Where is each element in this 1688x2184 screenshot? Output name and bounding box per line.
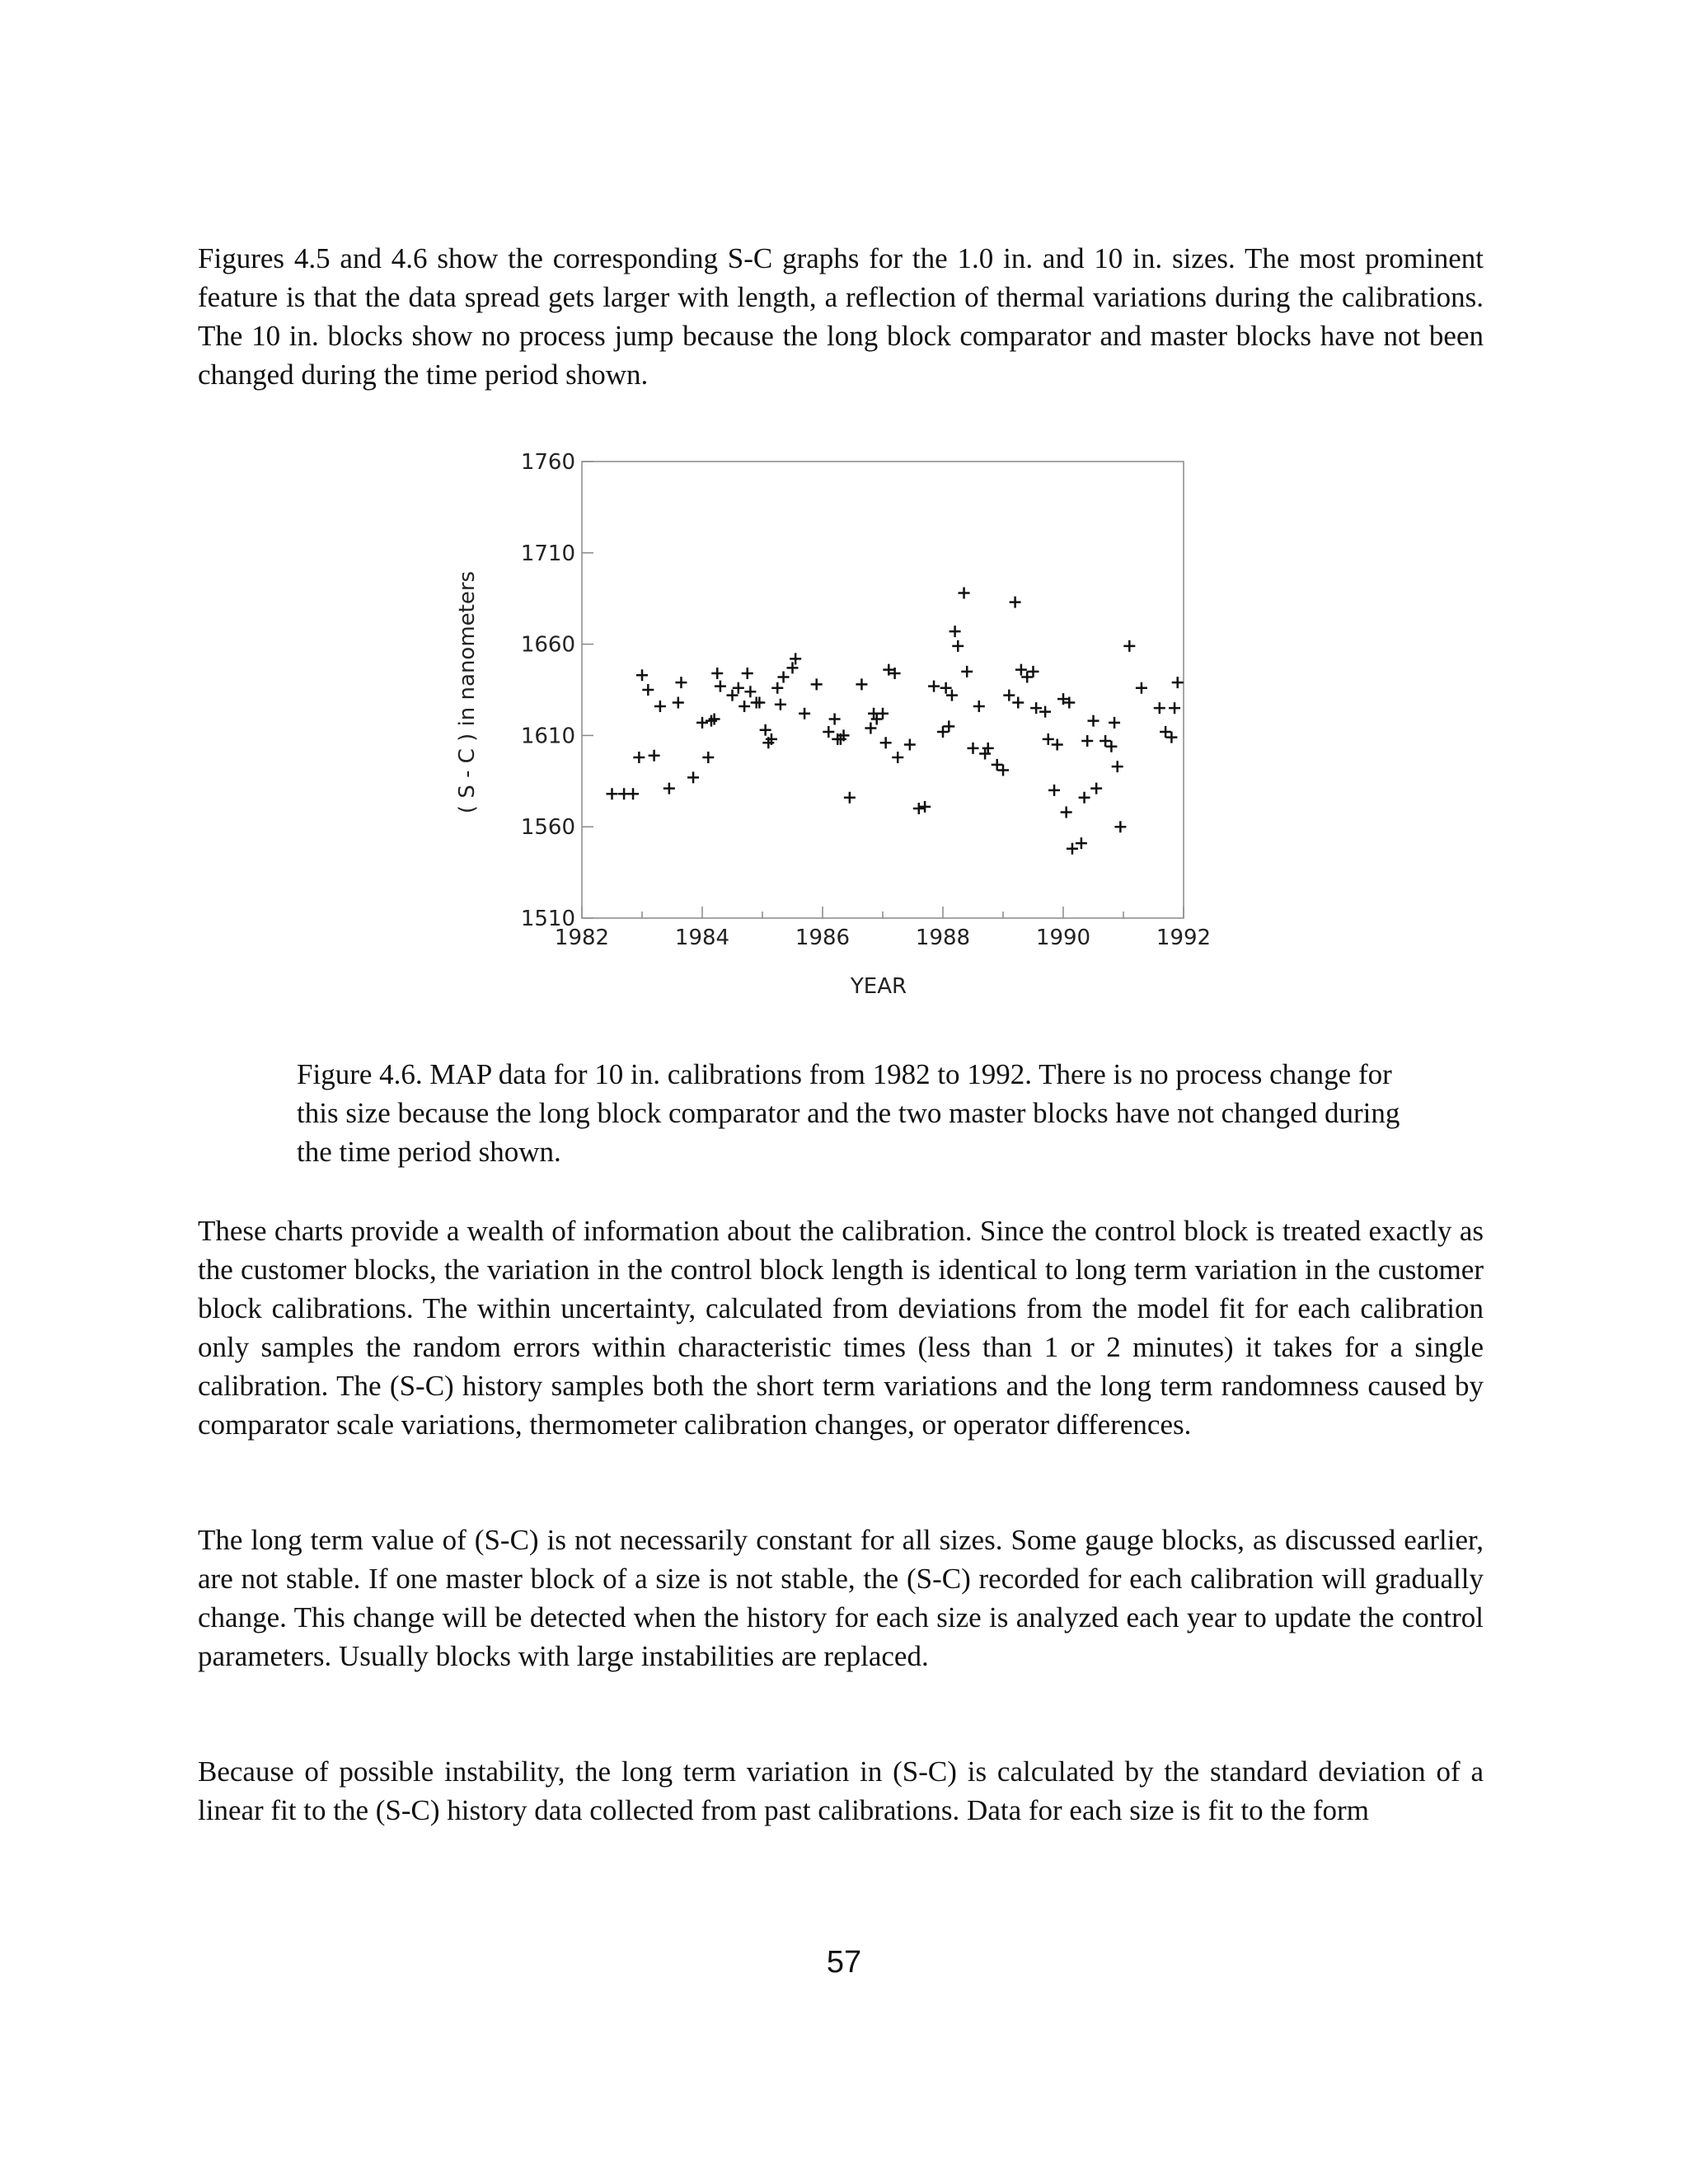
data-point bbox=[711, 668, 723, 679]
data-point bbox=[829, 713, 841, 724]
data-point bbox=[1112, 761, 1123, 772]
data-point bbox=[950, 626, 961, 637]
data-point bbox=[799, 708, 810, 719]
data-point bbox=[1105, 741, 1117, 752]
data-point bbox=[709, 713, 720, 724]
data-point bbox=[844, 792, 856, 804]
y-tick-label: 1560 bbox=[520, 815, 575, 841]
paragraph-intro: Figures 4.5 and 4.6 show the corresponding S-C graphs for the 1.0 in. and 10 in. sizes. The most prominent feature is that the data spread gets larger with length, a reflection of thermal variations during the calibrations. The 10 in. blocks show no process jump because the long block comparator and master blocks have not been changed during the time period shown. bbox=[198, 242, 1484, 391]
data-point bbox=[775, 699, 786, 710]
data-point bbox=[1154, 702, 1165, 714]
data-point bbox=[880, 737, 892, 748]
data-point bbox=[961, 666, 973, 677]
data-point bbox=[997, 765, 1009, 776]
data-point bbox=[928, 681, 940, 692]
data-point bbox=[823, 726, 834, 738]
data-point bbox=[771, 682, 783, 694]
data-point bbox=[753, 697, 765, 709]
data-point bbox=[738, 701, 750, 712]
y-tick-label: 1710 bbox=[520, 541, 575, 566]
data-point bbox=[663, 783, 675, 794]
data-point bbox=[633, 752, 645, 763]
data-point bbox=[696, 717, 708, 729]
data-point bbox=[1123, 640, 1135, 652]
data-point bbox=[952, 640, 964, 652]
x-tick-label: 1986 bbox=[795, 926, 851, 950]
data-point bbox=[675, 677, 687, 688]
x-tick-label: 1990 bbox=[1035, 926, 1091, 950]
data-point bbox=[1172, 677, 1184, 688]
y-tick-label: 1510 bbox=[520, 907, 575, 931]
page-number: 57 bbox=[826, 1945, 862, 1980]
data-point bbox=[1010, 597, 1021, 608]
data-point bbox=[727, 690, 738, 701]
data-point bbox=[937, 726, 949, 738]
data-point bbox=[742, 668, 753, 679]
data-point bbox=[904, 738, 916, 750]
data-point bbox=[959, 588, 970, 599]
data-point bbox=[607, 788, 618, 799]
data-point bbox=[892, 752, 903, 763]
data-point bbox=[715, 681, 726, 692]
data-point bbox=[919, 801, 931, 813]
paragraph-long-term: The long term value of (S-C) is not necessarily constant for all sizes. Some gauge blocks, as discussed earlier, are not stable. If one master block of a size is not stable, the (S-C) recorded for each calibration will gradually change. This change will be detected when the history for each size is analyzed each year to update the control parameters. Usually blocks with large instabilities are replaced. bbox=[198, 1524, 1484, 1672]
data-point bbox=[856, 678, 867, 690]
data-point bbox=[706, 715, 717, 727]
x-axis-label: YEAR bbox=[850, 974, 907, 999]
data-point bbox=[760, 724, 771, 736]
scatter-chart bbox=[0, 0, 1688, 1022]
data-point bbox=[1021, 671, 1033, 682]
data-point bbox=[1043, 733, 1054, 745]
data-point bbox=[1165, 732, 1177, 743]
data-point bbox=[973, 701, 985, 712]
data-point bbox=[811, 678, 823, 690]
data-point bbox=[871, 713, 883, 724]
data-point bbox=[1100, 735, 1111, 747]
data-point bbox=[946, 690, 958, 701]
data-point bbox=[627, 788, 639, 799]
y-tick-label: 1660 bbox=[520, 632, 575, 658]
data-point bbox=[940, 682, 952, 694]
y-tick-label: 1760 bbox=[520, 450, 575, 475]
paragraph-instability: Because of possible instability, the long term variation in (S-C) is calculated by the standard deviation of a linear fit to the (S-C) history data collected from past calibrations. Data for each size is fit to the form bbox=[198, 1755, 1484, 1826]
data-point bbox=[1003, 690, 1015, 701]
y-tick-label: 1610 bbox=[520, 724, 575, 749]
plot-frame bbox=[582, 462, 1184, 918]
data-point bbox=[702, 752, 714, 763]
data-point bbox=[1081, 735, 1093, 747]
data-point bbox=[865, 723, 876, 734]
data-point bbox=[913, 803, 925, 814]
x-tick-label: 1982 bbox=[554, 926, 610, 950]
data-point bbox=[1136, 682, 1147, 694]
data-point bbox=[877, 708, 889, 719]
x-tick-label: 1984 bbox=[674, 926, 730, 950]
data-point bbox=[1169, 702, 1180, 714]
data-point bbox=[943, 720, 954, 732]
data-point bbox=[1028, 666, 1039, 677]
data-point bbox=[1015, 664, 1027, 676]
data-point bbox=[636, 669, 648, 681]
data-point bbox=[1048, 785, 1060, 796]
data-point bbox=[654, 701, 666, 712]
y-axis-label: ( S - C ) in nanometers bbox=[455, 570, 480, 814]
data-point bbox=[744, 686, 756, 697]
data-point bbox=[1076, 837, 1087, 849]
paragraph-information: These charts provide a wealth of information about the calibration. Since the control block is treated exactly as the customer blocks, the variation in the control block length is identical to long term variation in the customer block calibrations. The within uncertainty, calculated from deviations from the model fit for each calibration only samples the random errors within characteristic times (less than 1 or 2 minutes) it takes for a single calibration. The (S-C) history samples both the short term variations and the long term randomness caused by comparator scale variations, thermometer calibration changes, or operator differences. bbox=[198, 1215, 1484, 1441]
data-point bbox=[1012, 697, 1024, 709]
data-point bbox=[733, 682, 744, 694]
x-tick-label: 1992 bbox=[1156, 926, 1212, 950]
figure-caption: Figure 4.6. MAP data for 10 in. calibrations from 1982 to 1992. There is no process change for this size because the long block comparator and the two master blocks have not changed during the time period shown. bbox=[297, 1058, 1400, 1168]
data-point bbox=[778, 671, 790, 682]
data-point bbox=[649, 750, 660, 762]
data-point bbox=[1090, 783, 1102, 794]
data-point bbox=[1061, 806, 1072, 818]
data-point bbox=[1088, 715, 1100, 727]
data-point bbox=[642, 684, 654, 696]
data-point bbox=[1052, 738, 1063, 750]
data-point bbox=[1114, 821, 1126, 832]
data-point bbox=[1079, 792, 1090, 804]
data-point bbox=[1067, 843, 1078, 855]
data-point bbox=[1160, 726, 1171, 738]
data-point bbox=[968, 743, 979, 754]
x-tick-label: 1988 bbox=[915, 926, 971, 950]
data-point bbox=[673, 697, 684, 709]
data-point bbox=[687, 771, 699, 783]
data-point bbox=[992, 759, 1003, 771]
data-point bbox=[1109, 717, 1120, 729]
